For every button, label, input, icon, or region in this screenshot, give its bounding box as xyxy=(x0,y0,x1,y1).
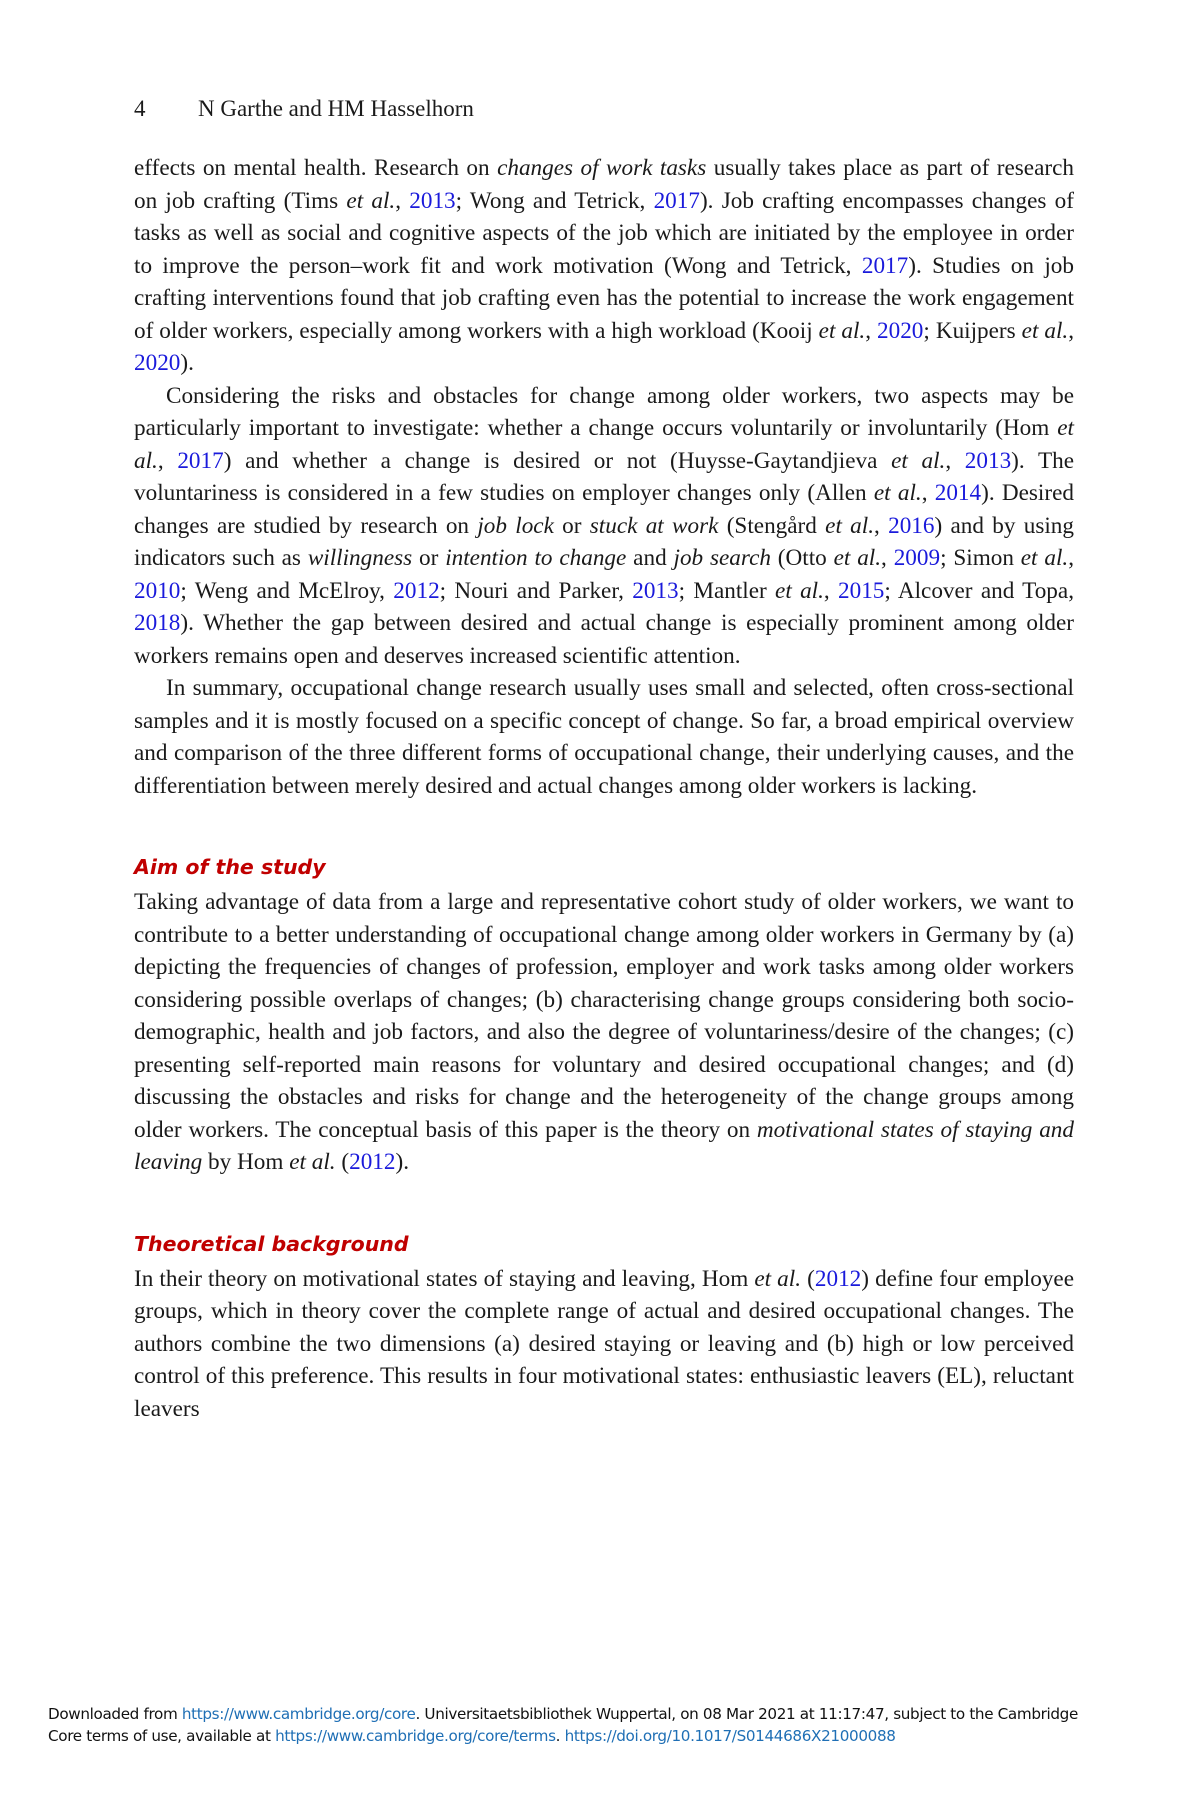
italic-text: willingness xyxy=(307,545,413,571)
citation-link[interactable]: 2013 xyxy=(964,447,1012,474)
italic-text: et al. xyxy=(346,187,396,214)
paragraph: Taking advantage of data from a large and representative cohort study of older workers, we want to contribute to a better understanding of occupational change among older workers in Germany by (a) depicting the frequencies of changes of profession, employer and work tasks among older workers considering possible overlaps of changes; (b) characterising change groups considering both socio-demographic, health and job factors, and also the degree of voluntariness/desire of the changes; (c) presenting self-reported main reasons for voluntary and desired occupational changes; and (d) discussing the obstacles and risks for change and the heterogeneity of the change groups among older workers. The conceptual basis of this paper is the theory on motivational states of staying and leaving by Hom et al. (2012). xyxy=(134,889,1074,1175)
citation-link[interactable]: 2012 xyxy=(814,1265,862,1292)
italic-text: et al. xyxy=(134,415,1074,474)
italic-text: et al. xyxy=(754,1265,802,1292)
footer-line-1: Downloaded from https://www.cambridge.org/core. Universitaetsbibliothek Wuppertal, on 08 Mar 2021 at 11:17:47, subject to the Cambridge xyxy=(48,1705,1078,1723)
intro-paragraphs xyxy=(134,152,1074,802)
section-heading-theory: Theoretical background xyxy=(134,1231,409,1256)
citation-link[interactable]: 2018 xyxy=(134,610,181,636)
italic-text: et al. xyxy=(833,545,882,571)
citation-link[interactable]: 2015 xyxy=(838,577,885,604)
aim-paragraphs xyxy=(134,886,1074,1179)
download-footer xyxy=(48,1703,1168,1747)
italic-text: stuck at work xyxy=(589,512,719,539)
theory-paragraphs xyxy=(134,1263,1074,1426)
citation-link[interactable]: 2017 xyxy=(177,447,224,474)
footer-line-2: Core terms of use, available at https://www.cambridge.org/core/terms. https://doi.org/10.1017/S0144686X21000088 xyxy=(48,1727,896,1745)
paragraph: In their theory on motivational states of staying and leaving, Hom et al. (2012) define four employee groups, which in theory cover the complete range of actual and desired occupational changes. The authors combine the two dimensions (a) desired staying or leaving and (b) high or low perceived control of this preference. This results in four motivational states: enthusiastic leavers (EL), reluctant leavers xyxy=(134,1265,1074,1422)
citation-link[interactable]: 2016 xyxy=(888,512,935,539)
citation-link[interactable]: 2010 xyxy=(134,577,181,604)
citation-link[interactable]: 2020 xyxy=(877,317,924,344)
italic-text: et al. xyxy=(1021,317,1069,344)
citation-link[interactable]: 2017 xyxy=(861,252,909,279)
citation-link[interactable]: 2009 xyxy=(893,545,941,571)
page-number: 4 xyxy=(134,96,146,121)
section-heading-aim: Aim of the study xyxy=(134,855,326,879)
citation-link[interactable]: 2014 xyxy=(934,480,982,506)
citation-link[interactable]: 2013 xyxy=(632,577,679,604)
citation-link[interactable]: 2012 xyxy=(393,577,440,604)
footer-link-cambridge-core[interactable]: https://www.cambridge.org/core xyxy=(181,1705,416,1723)
footer-link-terms[interactable]: https://www.cambridge.org/core/terms xyxy=(275,1727,556,1745)
paragraph: Considering the risks and obstacles for change among older workers, two aspects may be particularly important to investigate: whether a change occurs voluntarily or involuntarily (Hom et al., 2017) and whether a change is desired or not (Huysse-Gaytandjieva et al., 2013). The voluntariness is considered in a few studies on employer changes only (Allen et al., 2014). Desired changes are studied by research on job lock or stuck at work (Stengård et al., 2016) and by using indicators such as willingness or intention to change and job search (Otto et al., 2009; Simon et al., 2010; Weng and McElroy, 2012; Nouri and Parker, 2013; Mantler et al., 2015; Alcover and Topa, 2018). Whether the gap between desired and actual change is especially prominent among older workers remains open and deserves increased scientific attention. xyxy=(134,382,1075,669)
citation-link[interactable]: 2020 xyxy=(134,350,181,376)
italic-text: et al. xyxy=(825,512,875,539)
footer-link-doi[interactable]: https://doi.org/10.1017/S0144686X21000088 xyxy=(564,1727,896,1745)
italic-text: et al. xyxy=(1020,545,1069,571)
paragraph: effects on mental health. Research on changes of work tasks usually takes place as part of research on job crafting (Tims et al., 2013; Wong and Tetrick, 2017). Job crafting encompasses changes of tasks as well as social and cognitive aspects of the job which are initiated by the employee in order to improve the person–work fit and work motivation (Wong and Tetrick, 2017). Studies on job crafting interventions found that job crafting even has the potential to increase the work engagement of older workers, especially among workers with a high workload (Kooij et al., 2020; Kuijpers et al., 2020). xyxy=(134,155,1075,376)
citation-link[interactable]: 2013 xyxy=(409,187,456,214)
citation-link[interactable]: 2012 xyxy=(349,1149,396,1175)
running-head-authors: N Garthe and HM Hasselhorn xyxy=(198,96,474,121)
italic-text: et al. xyxy=(818,317,866,344)
italic-text: job search xyxy=(673,545,771,571)
italic-text: changes of work tasks xyxy=(497,155,707,181)
italic-text: job lock xyxy=(477,512,554,539)
citation-link[interactable]: 2017 xyxy=(653,187,700,214)
paragraph: In summary, occupational change research usually uses small and selected, often cross-sectional samples and it is mostly focused on a specific concept of change. So far, a broad empirical overview and comparison of the three different forms of occupational change, their underlying causes, and the differentiation between merely desired and actual changes among older workers is lacking. xyxy=(134,675,1074,799)
body-column xyxy=(134,152,1074,1425)
italic-text: et al. xyxy=(873,480,922,506)
italic-text: et al. xyxy=(891,447,946,474)
italic-text: intention to change xyxy=(445,545,627,571)
running-head xyxy=(134,96,474,122)
italic-text: et al. xyxy=(289,1149,336,1175)
italic-text: et al. xyxy=(775,577,824,604)
italic-text: motivational states of staying and leaving xyxy=(134,1116,1074,1175)
